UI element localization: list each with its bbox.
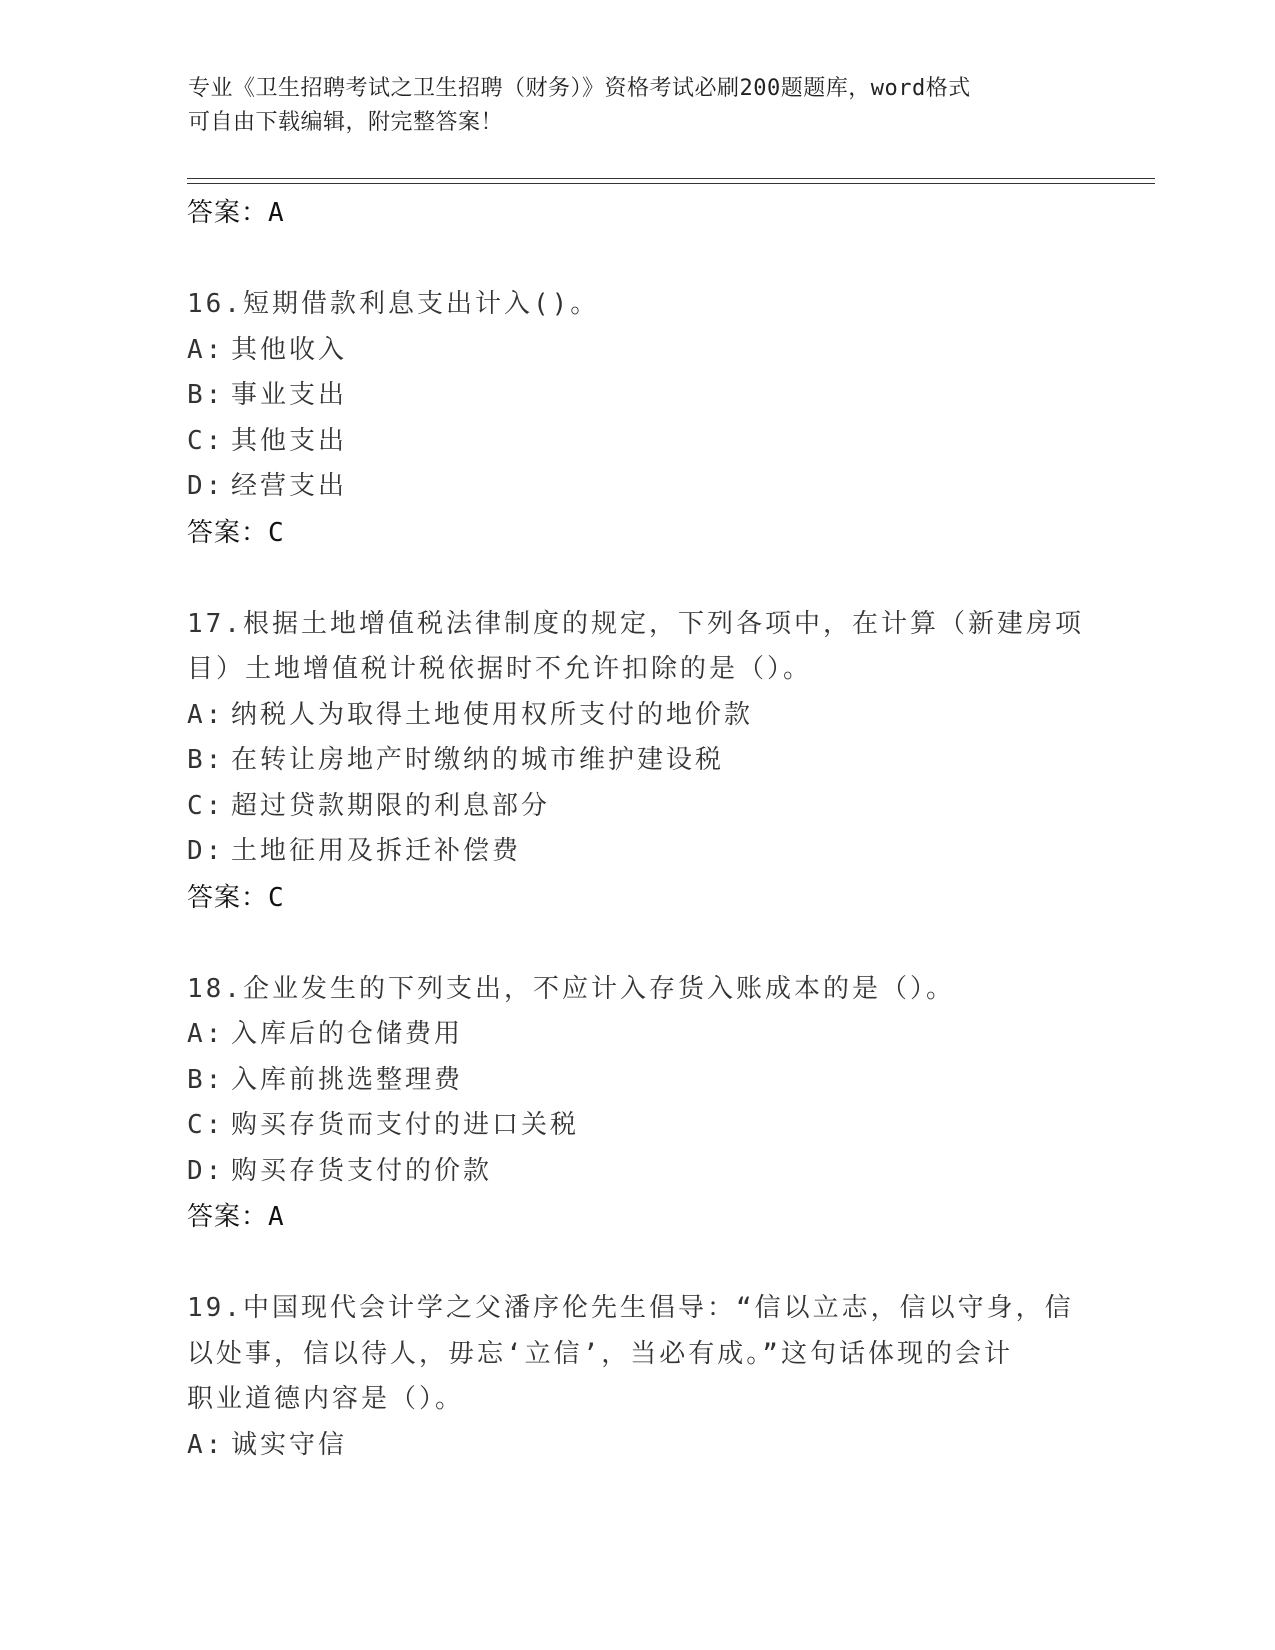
answer-line: 答案：A (187, 198, 285, 228)
spacer (187, 1240, 1087, 1286)
option-b (187, 373, 1087, 419)
option-letter: A: (187, 699, 225, 730)
question-text: 16.短期借款利息支出计入()。 (187, 289, 600, 319)
option-text: 购买存货支付的价款 (231, 1155, 493, 1186)
option-letter: B: (187, 745, 225, 775)
option-text: 入库前挑选整理费 (231, 1064, 464, 1095)
page-header (188, 72, 1068, 140)
option-letter: C: (187, 1110, 225, 1140)
spacer (187, 236, 1087, 282)
option-text: 在转让房地产时缴纳的城市维护建设税 (231, 745, 725, 775)
option-text: 其他支出 (231, 425, 348, 456)
question-16 (187, 282, 1087, 556)
question-text: 目）土地增值税计税依据时不允许扣除的是（）。 (187, 654, 813, 684)
option-b (187, 738, 1087, 784)
option-text: 经营支出 (231, 471, 348, 501)
option-b (187, 1058, 1087, 1104)
option-letter: B: (187, 1064, 225, 1095)
option-text: 入库后的仓储费用 (231, 1019, 464, 1049)
option-letter: A: (187, 1429, 225, 1460)
header-rule-top (187, 178, 1155, 179)
option-a (187, 1012, 1087, 1058)
answer-line: 答案：C (187, 517, 285, 548)
question-text: 17.根据土地增值税法律制度的规定，下列各项中，在计算（新建房项 (187, 608, 1084, 639)
option-text: 超过贷款期限的利息部分 (231, 790, 551, 821)
option-c (187, 1103, 1087, 1149)
question-text: 18.企业发生的下列支出，不应计入存货入账成本的是（）。 (187, 973, 955, 1004)
option-letter: D: (187, 836, 225, 866)
spacer (187, 556, 1087, 602)
header-title-line-1: 专业《卫生招聘考试之卫生招聘（财务）》资格考试必刷200题题库，word格式 (188, 76, 971, 101)
option-a (187, 1423, 1087, 1469)
question-text: 19.中国现代会计学之父潘序伦先生倡导：“信以立志，信以守身，信 (187, 1293, 1074, 1323)
header-title-line-2: 可自由下载编辑，附完整答案！ (188, 110, 504, 135)
header-rule-bottom (187, 183, 1155, 184)
option-text: 购买存货而支付的进口关税 (231, 1110, 580, 1140)
option-text: 事业支出 (231, 380, 348, 410)
option-text: 其他收入 (231, 334, 348, 365)
option-letter: C: (187, 790, 225, 821)
answer-line: 答案：C (187, 882, 285, 913)
option-a (187, 693, 1087, 739)
option-text: 诚实守信 (231, 1429, 348, 1460)
option-a (187, 328, 1087, 374)
answer-line: 答案：A (187, 1202, 285, 1232)
question-19 (187, 1286, 1087, 1468)
option-letter: D: (187, 471, 225, 501)
option-d (187, 1149, 1087, 1195)
spacer (187, 921, 1087, 967)
question-list (187, 190, 1087, 1468)
option-letter: D: (187, 1155, 225, 1186)
option-d (187, 464, 1087, 510)
option-c (187, 784, 1087, 830)
question-17 (187, 602, 1087, 921)
option-letter: A: (187, 334, 225, 365)
option-c (187, 419, 1087, 465)
option-text: 纳税人为取得土地使用权所支付的地价款 (231, 699, 754, 730)
question-text: 以处事，信以待人，毋忘‘立信’，当必有成。”这句话体现的会计 (187, 1338, 1013, 1369)
option-letter: B: (187, 380, 225, 410)
option-text: 土地征用及拆迁补偿费 (231, 836, 522, 866)
option-letter: C: (187, 425, 225, 456)
option-letter: A: (187, 1019, 225, 1049)
question-18 (187, 967, 1087, 1241)
option-d (187, 829, 1087, 875)
question-text: 职业道德内容是（）。 (187, 1384, 465, 1414)
